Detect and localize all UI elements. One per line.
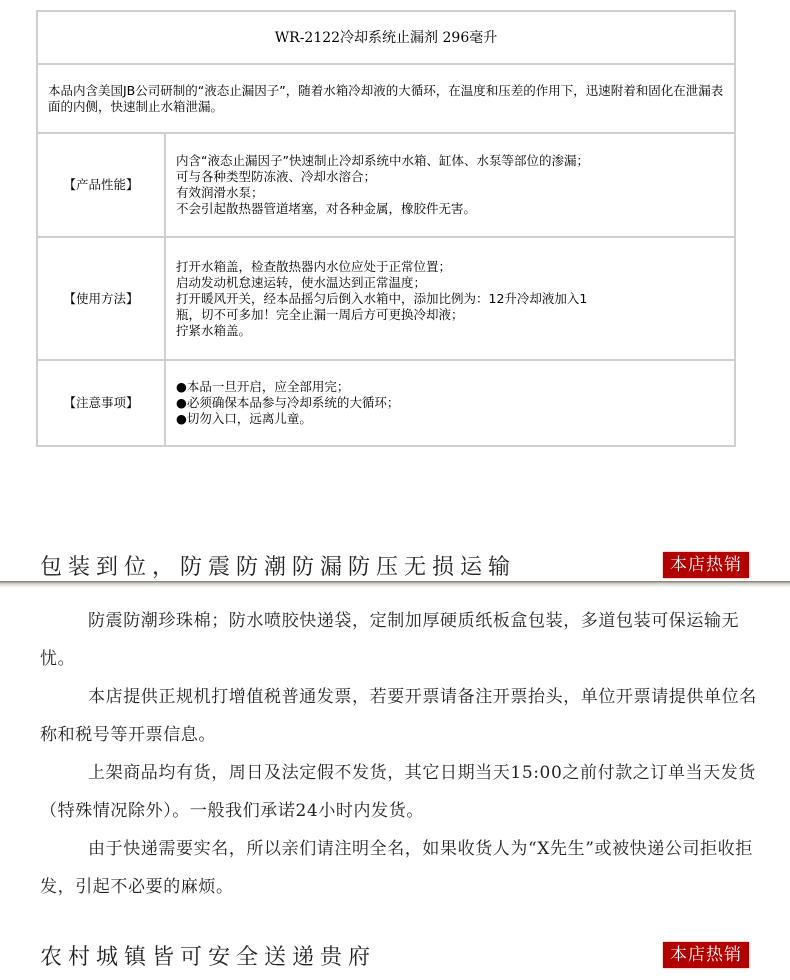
spec-line: 有效润滑水泵； <box>176 185 264 200</box>
hot-sale-badge[interactable]: 本店热销 <box>663 942 749 968</box>
spec-line: 不会引起散热器管道堵塞，对各种金属，橡胶件无害。 <box>176 201 477 216</box>
info-paragraph: 防震防潮珍珠棉；防水喷胶快递袋，定制加厚硬质纸板盒包装，多道包装可保运输无忧。 <box>40 611 740 669</box>
spec-line: ●必须确保本品参与冷却系统的大循环； <box>176 395 400 410</box>
hot-sale-badge[interactable]: 本店热销 <box>663 552 749 578</box>
spec-content <box>165 360 735 446</box>
spec-line: 瓶，切不可多加！完全止漏一周后方可更换冷却液； <box>176 306 464 322</box>
spec-content <box>165 237 735 360</box>
spec-line: 拧紧水箱盖。 <box>176 322 252 338</box>
title-row <box>37 11 735 64</box>
spec-label: 【使用方法】 <box>37 237 165 360</box>
spec-line: 打开暖风开关，经本品摇匀后倒入水箱中，添加比例为：12升冷却液加入1 <box>176 290 588 306</box>
spec-line: ●本品一旦开启，应全部用完； <box>176 379 350 394</box>
spec-row-performance <box>37 133 735 237</box>
info-paragraph: 本店提供正规机打增值税普通发票，若要开票请备注开票抬头，单位开票请提供单位名称和税号等开票信息。 <box>40 687 757 745</box>
intro-row <box>37 64 735 133</box>
spec-row-usage <box>37 237 735 360</box>
info-paragraph: 由于快递需要实名，所以亲们请注明全名，如果收货人为“X先生”或被快递公司拒收拒发，引起不必要的麻烦。 <box>40 839 753 897</box>
section-divider <box>0 581 790 587</box>
product-spec-table <box>36 10 736 447</box>
spec-line: ●切勿入口，远离儿童。 <box>176 411 312 426</box>
section-title: 包装到位，防震防潮防漏防压无损运输 <box>40 555 517 580</box>
spec-content <box>165 133 735 237</box>
info-paragraph: 上架商品均有货，周日及法定假不发货，其它日期当天15:00之前付款之订单当天发货（特殊情况除外）。一般我们承诺24小时内发货。 <box>40 763 756 821</box>
spec-line: 启动发动机怠速运转，使水温达到正常温度； <box>176 274 427 290</box>
section-header-delivery <box>0 920 790 980</box>
section-header-packaging <box>0 530 790 590</box>
spec-line: 可与各种类型防冻液、冷却水溶合； <box>176 169 377 184</box>
product-title: WR-2122冷却系统止漏剂 296毫升 <box>37 11 735 64</box>
spec-label: 【产品性能】 <box>37 133 165 237</box>
section-title: 农村城镇皆可安全送递贵府 <box>40 945 377 970</box>
spec-label: 【注意事项】 <box>37 360 165 446</box>
packaging-info <box>40 602 760 906</box>
spec-line: 内含“液态止漏因子”快速制止冷却系统中水箱、缸体、水泵等部位的渗漏； <box>176 153 589 168</box>
product-intro: 本品内含美国JB公司研制的“液态止漏因子”，随着水箱冷却液的大循环，在温度和压差的作用下，迅速附着和固化在泄漏表面的内侧，快速制止水箱泄漏。 <box>37 64 735 133</box>
spec-line: 打开水箱盖，检查散热器内水位应处于正常位置； <box>176 258 452 274</box>
spec-row-notes <box>37 360 735 446</box>
